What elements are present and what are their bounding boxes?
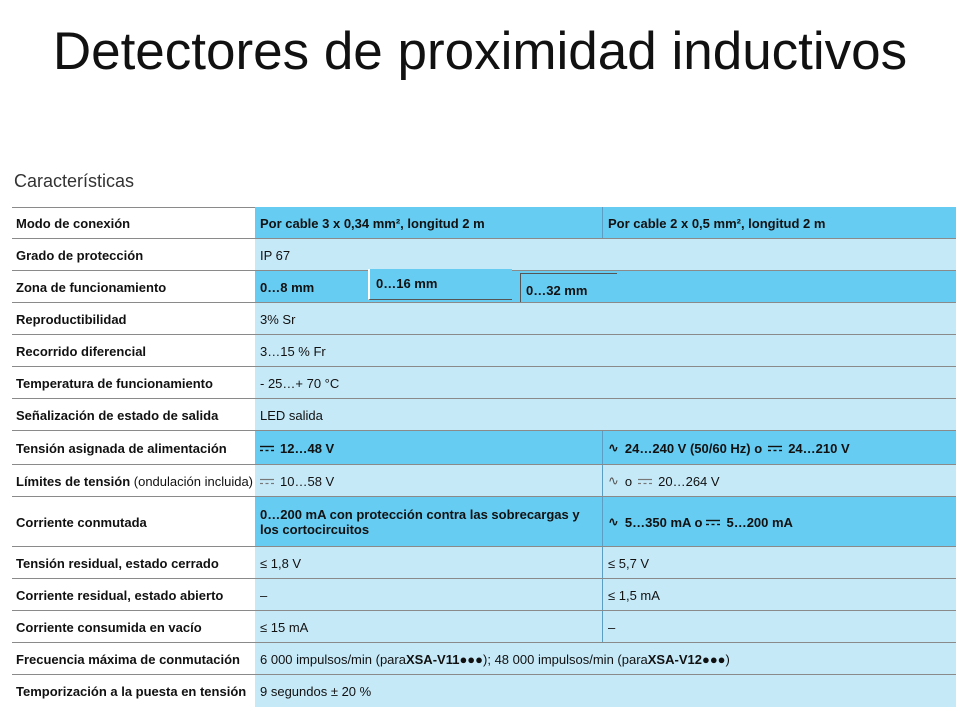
dc-symbol-icon (768, 445, 782, 452)
cell-value (603, 465, 953, 497)
table-row-zona-funcionamiento (12, 271, 956, 303)
cell-value: 3% Sr (260, 311, 296, 327)
cell-value: Por cable 2 x 0,5 mm², longitud 2 m (608, 215, 826, 231)
value-text: o (624, 473, 633, 489)
row-label: Corriente conmutada (16, 514, 147, 530)
cell-value: ≤ 1,5 mA (608, 587, 660, 603)
cell-value: LED salida (260, 407, 323, 423)
table-row-senalizacion (12, 399, 956, 431)
row-label: Recorrido diferencial (16, 343, 147, 359)
cell-value: – (260, 587, 268, 603)
value-text: 12…48 V (280, 440, 335, 456)
value-text: 5…350 mA o (624, 514, 703, 530)
cell-value: 0…16 mm (376, 275, 438, 291)
row-label: Temporización a la puesta en tensión (16, 683, 247, 699)
cell-value: 3…15 % Fr (260, 343, 326, 359)
cell-value: - 25…+ 70 °C (260, 375, 340, 391)
table-row-corriente-conmutada (12, 497, 956, 547)
table-row-temporizacion (12, 675, 956, 707)
cell-value: ≤ 5,7 V (608, 555, 650, 571)
table-row-temperatura (12, 367, 956, 399)
cell-value: 0…32 mm (526, 282, 588, 298)
row-label: Zona de funcionamiento (16, 279, 167, 295)
dc-symbol-icon (706, 519, 720, 526)
value-text: 10…58 V (280, 473, 335, 489)
dc-symbol-icon (638, 478, 652, 485)
row-label-note: (ondulación incluida) (133, 473, 254, 489)
table-row-tension-residual (12, 547, 956, 579)
table-row-corriente-consumida (12, 611, 956, 643)
cell-value (603, 431, 953, 465)
value-text: 5…200 mA (726, 514, 793, 530)
placeholder-dots-icon: ●●● (701, 651, 726, 667)
cell-value: – (608, 619, 616, 635)
ac-symbol-icon: ∿ (608, 473, 619, 488)
section-heading: Características (14, 171, 135, 191)
placeholder-dots-icon: ●●● (459, 651, 484, 667)
cell-value (255, 465, 602, 497)
row-label: Señalización de estado de salida (16, 407, 219, 423)
ac-symbol-icon: ∿ (608, 514, 619, 529)
row-label: Límites de tensión (ondulación incluida) (16, 473, 254, 489)
value-text: 20…264 V (658, 473, 720, 489)
table-row-corriente-residual (12, 579, 956, 611)
table-row-tension-asignada (12, 431, 956, 465)
value-text: 24…240 V (50/60 Hz) o (624, 440, 763, 456)
model-code: XSA-V11 (405, 651, 460, 667)
page-title: Detectores de proximidad inductivos (52, 22, 908, 81)
value-text: 24…210 V (788, 440, 850, 456)
cell-value: 0…200 mA con protección contra las sobrecargas y los cortocircuitos (260, 507, 580, 537)
table-row-reproductibilidad (12, 303, 956, 335)
table-row-grado-proteccion (12, 239, 956, 271)
cell-value: 9 segundos ± 20 % (260, 683, 372, 699)
row-label: Corriente consumida en vacío (16, 619, 202, 635)
cell-value: 0…8 mm (260, 279, 315, 295)
ac-symbol-icon: ∿ (608, 440, 619, 455)
cell-value: ≤ 1,8 V (260, 555, 302, 571)
row-label: Reproductibilidad (16, 311, 127, 327)
dc-symbol-icon (260, 445, 274, 452)
row-label: Tensión asignada de alimentación (16, 440, 227, 456)
cell-value: 6 000 impulsos/min (para XSA-V11 ●●● ); 48 000 impulsos/min (para XSA-V12 ●●● ) (260, 651, 730, 667)
row-label: Frecuencia máxima de conmutación (16, 651, 240, 667)
cell-value (603, 497, 953, 547)
characteristics-table (12, 205, 956, 707)
table-row-modo-conexion (12, 207, 956, 239)
row-label: Modo de conexión (16, 215, 131, 231)
model-code: XSA-V12 (647, 651, 702, 667)
row-label: Corriente residual, estado abierto (16, 587, 224, 603)
table-row-limites-tension (12, 465, 956, 497)
table-row-frecuencia (12, 643, 956, 675)
cell-value: Por cable 3 x 0,34 mm², longitud 2 m (260, 215, 485, 231)
cell-value: IP 67 (260, 247, 291, 263)
cell-value: ≤ 15 mA (260, 619, 309, 635)
table-row-recorrido-diferencial (12, 335, 956, 367)
cell-value (255, 431, 602, 465)
dc-symbol-icon (260, 478, 274, 485)
row-label: Temperatura de funcionamiento (16, 375, 213, 391)
row-label: Tensión residual, estado cerrado (16, 555, 219, 571)
row-label: Grado de protección (16, 247, 144, 263)
